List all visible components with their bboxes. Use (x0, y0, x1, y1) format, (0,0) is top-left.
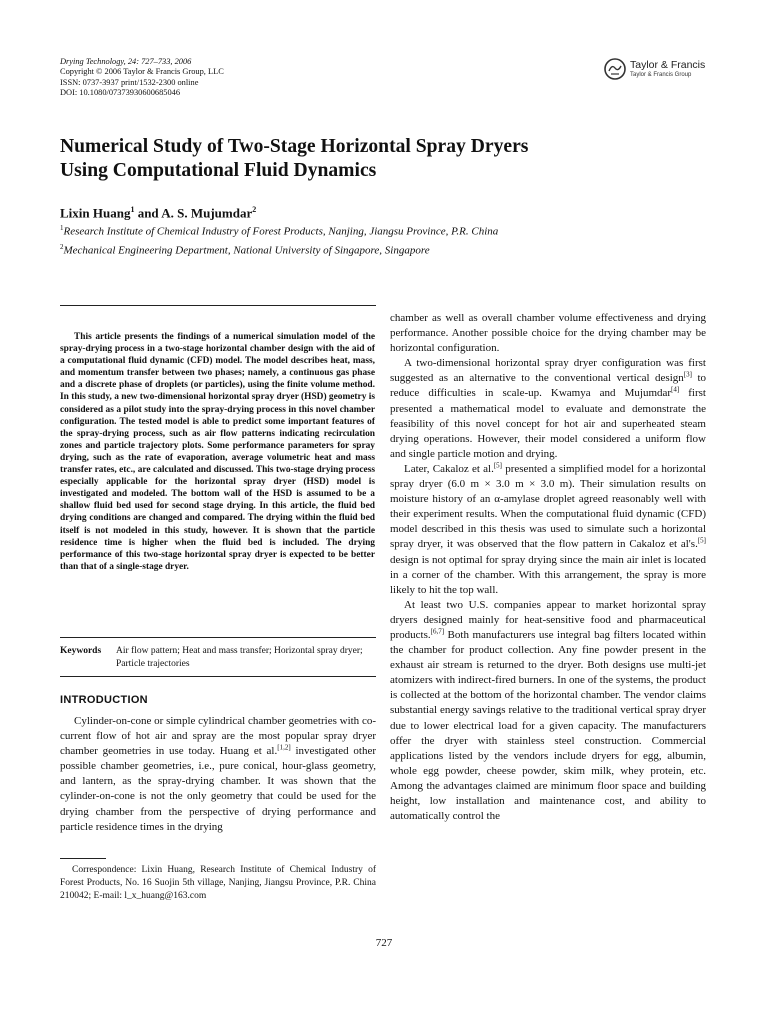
citation-ref: [3] (683, 370, 692, 379)
right-p4-text-a: At least two U.S. companies appear to market horizontal spray dryers designed mainly for heat-sensitive food and pharmaceutical products. (390, 598, 706, 641)
issn-line: ISSN: 0737-3937 print/1532-2300 online (60, 77, 199, 87)
affiliation-1 (60, 221, 498, 240)
right-p2-text-b: to reduce difficulties in scale-up. Kwamya and Mujumdar (390, 372, 706, 400)
copyright-line: Copyright © 2006 Taylor & Francis Group, LLC (60, 67, 224, 77)
right-p3-text-a: Later, Cakaloz et al. (404, 462, 494, 475)
intro-p1-text-a: Cylinder-on-cone or simple cylindrical chamber geometries with co-current flow of hot air and spray are the most popular spray dryer chamber geometries in use today. Huang et al. (60, 715, 376, 758)
affiliation-1-text: Research Institute of Chemical Industry of Forest Products, Nanjing, Jiangsu Province, P.R. China (63, 225, 499, 238)
right-paragraph-3 (390, 462, 706, 598)
keywords-bottom-rule (60, 676, 376, 677)
intro-paragraph-1 (60, 714, 376, 835)
intro-p1-text-b: investigated other possible chamber geometries, i.e., pure conical, hour-glass geometry, and lantern, as the spray-drying chamber. It was shown that the cylinder-on-cone is not the only geometry that could be used for the drying chamber from the perspective of drying performance and particle residence times in the drying (60, 745, 376, 833)
affiliation-2-sup: 2 (60, 242, 64, 251)
keywords (60, 645, 375, 670)
author-1-sup: 1 (130, 205, 135, 214)
citation-ref: [4] (671, 385, 680, 394)
citation-ref: [5] (493, 461, 503, 470)
page-number: 727 (375, 937, 393, 949)
right-p3-text-c: design is not optimal for spray drying since the main air inlet is located in a corner of the chamber. With this arrangement, the spray is more likely to hit the top wall. (390, 553, 706, 596)
section-heading-introduction: INTRODUCTION (60, 694, 148, 706)
correspondence-footnote: Correspondence: Lixin Huang, Research Institute of Chemical Industry of Forest Products, No. 16 Suojin 5th village, Nanjing, Jiangsu Province, P.R. China 210042; E-mail: l_x_huang@163.com (60, 865, 376, 901)
author-1: Lixin Huang (60, 205, 131, 221)
keywords-text: Air flow pattern; Heat and mass transfer; Horizontal spray dryer; Particle trajectories (116, 646, 363, 669)
right-paragraph-1: chamber as well as overall chamber volume effectiveness and drying performance. Another possible choice for the drying chamber may be horizontal configuration. (390, 312, 706, 355)
abstract-text: This article presents the findings of a numerical simulation model of the spray-drying process in a two-stage horizontal chamber design with the aid of a computational fluid dynamic (CFD) model. The model describes heat, mass, and momentum transfer between two phases; namely, a continuous gas phase and a discrete phase of droplets (or particles), using the finite volume method. In this study, a new two-dimensional horizontal spray dryer (HSD) geometry is considered as a pilot study into the spray-drying process in this novel chamber configuration. The tested model is able to predict some important features of the spray-drying process, such as air flow patterns indicating recirculation zones and particle trajectory plots. Some performance parameters for spray drying, such as the rate of evaporation, average volumetric heat and mass transfer rates, etc., are calculated and discussed. This two-stage drying process especially applicable for the horizontal spray dryer (HSD) model is investigated and modeled. The bottom wall of the HSD is assumed to be a shallow fluid bed used for second stage drying. In this article, the fluid bed drying conditions are changed and compared. The drying within the fluid bed itself is not modeled in this study, however. It is shown that the particle residence time is higher when the fluid bed is included. The drying performance of this two-stage horizontal spray dryer is expected to be better than that of a single-stage dryer. (60, 332, 375, 572)
affiliation-1-sup: 1 (60, 224, 64, 232)
right-paragraph-2 (390, 356, 706, 462)
affiliation-2-text: Mechanical Engineering Department, National University of Singapore, Singapore (63, 244, 430, 257)
right-p2-text-a: A two-dimensional horizontal spray dryer configuration was first suggested as an alternative to the conventional vertical design (390, 357, 706, 385)
citation-ref: [6,7] (430, 627, 445, 636)
abstract-top-rule (60, 305, 376, 306)
citation-ref: [1,2] (277, 743, 291, 752)
keywords-label: Keywords (60, 646, 102, 656)
author-conjunction: and (134, 205, 162, 221)
title-line-2: Using Computational Fluid Dynamics (60, 160, 377, 181)
right-p2-text-c: first presented a mathematical model to evaluate and demonstrate the feasibility of this novel concept for hot air and superheated steam drying operations. However, their model considered a uniform flow and single particle motion and drying. (390, 387, 706, 460)
author-list (60, 202, 256, 221)
right-paragraph-4 (390, 598, 706, 824)
publisher-logo-icon (603, 57, 627, 81)
right-p4-text-b: Both manufacturers use integral bag filters located within the chamber for product collection. Any fine powder present in the exhaust air stream is returned to the dryer. Both designs use multi-jet atomizers with indirect-fired burners. In one of the systems, the product is collected at the bottom of the horizontal chamber. The vendor claims substantial energy savings relative to the traditional vertical spray dryer due to lower electrical load for a given capacity. The manufacturers offer the dryer with stainless steel construction. Commercial applications listed by the vendors include dryers for egg, albumin, whole egg powder, cheese powder, skim milk, whey protein, etc. Among the advantages claimed are minimum floor space and building height, low installation and maintenance cost, and ability to automatically control the (390, 628, 706, 823)
right-column-body (390, 311, 706, 824)
author-2: A. S. Mujumdar (161, 205, 253, 221)
title-line-1: Numerical Study of Two-Stage Horizontal Spray Dryers (60, 136, 529, 157)
publisher-sub: Taylor & Francis Group (630, 71, 692, 78)
abstract (60, 331, 375, 573)
citation-ref: [5] (697, 536, 706, 545)
abstract-bottom-rule (60, 637, 376, 638)
publisher-name: Taylor & Francis (630, 58, 706, 71)
author-2-sup: 2 (252, 205, 257, 214)
introduction-body (60, 714, 376, 835)
journal-meta (60, 57, 224, 98)
doi-line: DOI: 10.1080/07373930600685046 (60, 87, 181, 97)
publisher-logo (603, 56, 709, 82)
journal-line: Drying Technology, 24: 727–733, 2006 (60, 57, 192, 66)
affiliations (60, 221, 498, 258)
article-title (60, 135, 680, 183)
affiliation-2 (60, 240, 498, 259)
footnote-rule (60, 858, 106, 859)
right-p3-text-b: presented a simplified model for a horizontal spray dryer (6.0 m × 3.0 m × 3.0 m). Their simulation results on moisture history of an α-amylase droplet agreed reasonably well with their experiment results. When the computational fluid dynamic (CFD) model described in this thesis was used to simulate such a horizontal spray dryer, it was observed that the flow pattern in Cakaloz et al's. (390, 462, 706, 551)
